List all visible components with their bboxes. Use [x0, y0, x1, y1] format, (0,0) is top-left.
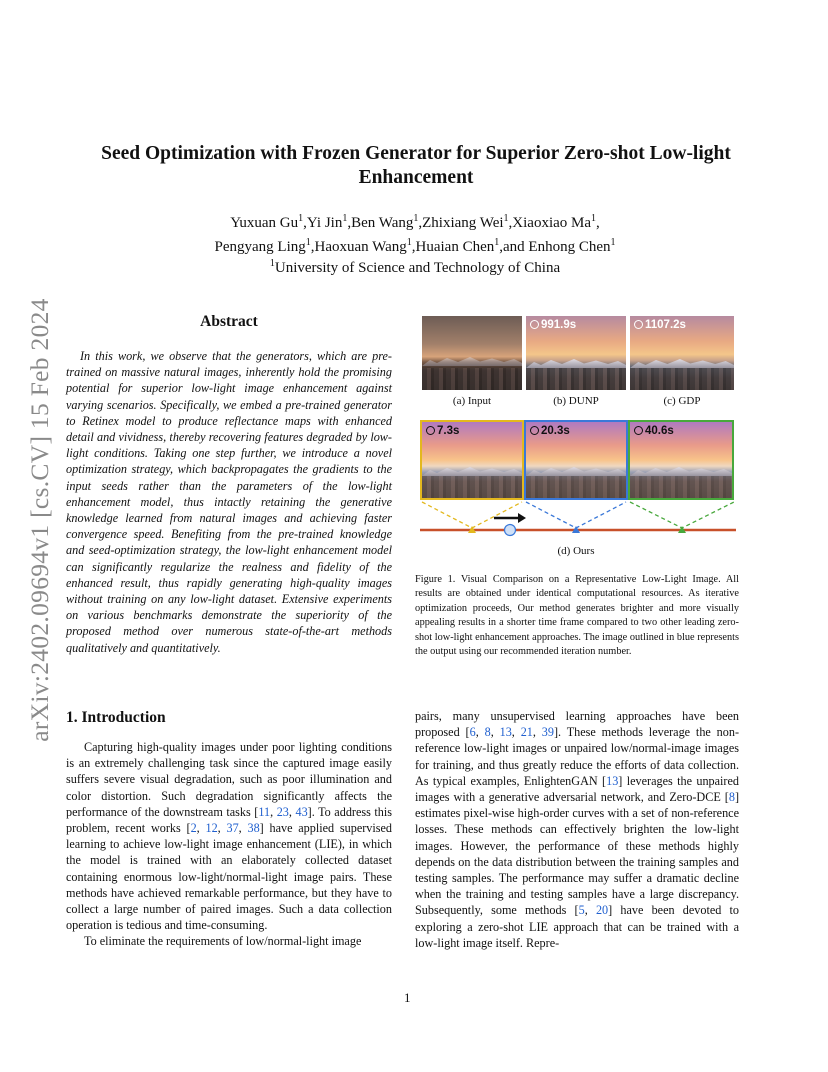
- author-name: Huaian Chen: [415, 239, 495, 255]
- affiliation-marker: 1: [610, 237, 616, 248]
- citation-link[interactable]: 38: [247, 821, 260, 836]
- time-badge-ours-2: 20.3s: [530, 425, 570, 437]
- citation-link[interactable]: 20: [595, 903, 609, 918]
- figure-caption: Figure 1. Visual Comparison on a Representative Low-Light Image. All results are obtained under identical computational resources. As iterative optimization proceeds, Our method generates brighter and more visually appealing results in a shorter time frame compared to two other leading zero-shot low-light enhancement approaches. The image outlined in blue represents the output using our recommended iteration number.: [415, 574, 739, 658]
- affiliation-marker: 1: [269, 258, 275, 269]
- figure-image-input: [422, 316, 522, 390]
- citation-link[interactable]: 21: [520, 725, 533, 740]
- abstract-body: In this work, we observe that the generators, which are pre-trained on massive natural images, inherently hold the promising potential for superior low-light image enhancement against varying scenarios. Specifically, we embed a pre-trained generator to Retinex model to produce reflectance maps with enhanced detail and vividness, thereby recovering features degraded by low-light conditions. Taking one step further, we introduce a novel optimization strategy, which backpropagates the gradients to the input seeds rather than the parameters of the low-light enhancement model, thus intactly retaining the generative knowledge learned from natural images and achieving faster convergence speed. Benefiting from the pre-trained knowledge and seed-optimization strategy, the low-light enhancement model can significantly regularize the realness and fidelity of the enhanced result, thus rapidly generating high-quality images without training on any low-light dataset. Extensive experiments on various benchmarks demonstrate the superiority of the proposed method over numerous state-of-the-art methods qualitatively and quantitatively.: [66, 349, 392, 655]
- clock-icon: [634, 426, 643, 435]
- author-name: Ben Wang: [351, 215, 414, 231]
- subfigure-label-gdp: (c) GDP: [663, 395, 701, 407]
- ours-frame-yellow: [420, 420, 524, 500]
- clock-icon: [530, 426, 539, 435]
- citation-link[interactable]: 43: [295, 804, 308, 819]
- affiliation-text: University of Science and Technology of China: [274, 260, 561, 276]
- author-name: Zhixiang Wei: [422, 215, 504, 231]
- affiliation-marker: 1: [503, 213, 509, 224]
- author-name: Xiaoxiao Ma: [512, 215, 592, 231]
- optimization-timeline: [420, 500, 736, 540]
- author-name: and Enhong Chen: [503, 239, 611, 255]
- affiliation-marker: 1: [298, 213, 304, 224]
- citation-link[interactable]: 5: [578, 903, 585, 918]
- author-name: Haoxuan Wang: [314, 239, 407, 255]
- time-badge-dunp: 991.9s: [530, 319, 576, 331]
- author-name: Yi Jin: [306, 215, 343, 231]
- intro-paragraph-2: To eliminate the requirements of low/normal-light image: [84, 934, 362, 949]
- time-badge-gdp: 1107.2s: [634, 319, 686, 331]
- subfigure-label-input: (a) Input: [452, 395, 492, 407]
- citation-link[interactable]: 13: [499, 725, 512, 740]
- author-line-1: Yuxuan Gu$^1$,Yi Jin$^1$,Ben Wang$^1$,Zhixiang Wei$^1$,Xiaoxiao Ma$^1$,: [230, 213, 600, 231]
- section-heading-introduction: 1. Introduction: [66, 709, 166, 726]
- affiliation-marker: 1: [591, 213, 597, 224]
- paper-title: Seed Optimization with Frozen Generator for Superior Zero-shot Low-light Enhancement: [101, 143, 731, 188]
- author-line-2: Pengyang Ling$^1$,Haoxuan Wang$^1$,Huaian Chen$^1$,and Enhong Chen$^1$: [214, 237, 616, 255]
- citation-link[interactable]: 11: [258, 804, 271, 819]
- affiliation-marker: 1: [406, 237, 412, 248]
- time-badge-ours-3: 40.6s: [634, 425, 674, 437]
- time-badge-ours-1: 7.3s: [426, 425, 459, 437]
- citation-link[interactable]: 12: [205, 821, 218, 836]
- citation-link[interactable]: 39: [541, 725, 554, 740]
- citation-link[interactable]: 2: [190, 821, 197, 836]
- intro-paragraph-continued: pairs, many unsupervised learning approaches have been proposed [6, 8, 13, 21, 39]. These methods leverage the non-reference low-light images or unpaired low/normal-image images for training, and thus greatly reduce the efforts of data collection. As typical examples, EnlightenGAN [13] leverages the unpaired images with a generative adversarial network, and Zero-DCE [8] estimates pixel-wise high-order curves with a set of non-reference losses. These methods can effectively brighten the low-light images. However, the performance of these methods highly depends on the data distribution between the training samples and testing samples. The performance may suffer a dramatic decline when the training and testing samples have a large discrepancy. Subsequently, some methods [5, 20] have been devoted to exploring a zero-shot LIE approach that can be trained with a low-light image itself. Repre-: [415, 709, 740, 950]
- affiliation-marker: 1: [305, 237, 311, 248]
- figure-image-dunp: [526, 316, 626, 390]
- intro-right-column: [415, 708, 739, 951]
- abstract-heading: Abstract: [200, 313, 258, 330]
- ours-frame-green: [628, 420, 734, 500]
- citation-link[interactable]: 6: [469, 725, 476, 740]
- intro-paragraph-1: Capturing high-quality images under poor lighting conditions is an extremely challenging task since the captured image easily suffers severe visual degradation, such as poor illumination and color distortion. Such degradation significantly affects the performance of the downstream tasks [11, 23, 43]. To address this problem, recent works [2, 12, 37, 38] have applied supervised learning to achieve low-light image enhancement (LIE), in which the model is trained with an elaborately collected dataset containing enormous low-light/normal-light image pairs. These methods have achieved remarkable performance, but they have to collect a large number of paired images. Such a data collection operation is tedious and time-consuming.: [66, 740, 393, 933]
- clock-icon: [530, 320, 539, 329]
- figure-1: [420, 316, 736, 566]
- citation-link[interactable]: 37: [226, 821, 239, 836]
- affiliation: [100, 258, 730, 278]
- clock-icon: [634, 320, 643, 329]
- citation-link[interactable]: 23: [276, 804, 289, 819]
- subfigure-label-ours: (d) Ours: [557, 545, 595, 557]
- author-name: Pengyang Ling: [214, 239, 306, 255]
- citation-link[interactable]: 8: [728, 790, 735, 805]
- page-number: 1: [404, 990, 411, 1005]
- citation-link[interactable]: 8: [484, 725, 491, 740]
- clock-icon: [426, 426, 435, 435]
- arxiv-identifier: arXiv:2402.09694v1 [cs.CV] 15 Feb 2024: [25, 298, 54, 742]
- affiliation-marker: 1: [413, 213, 419, 224]
- subfigure-label-dunp: (b) DUNP: [553, 395, 599, 407]
- affiliation-marker: 1: [494, 237, 500, 248]
- intro-left-column: [66, 739, 392, 950]
- ours-frame-blue: [524, 420, 628, 500]
- affiliation-marker: 1: [342, 213, 348, 224]
- author-name: Yuxuan Gu: [230, 215, 299, 231]
- citation-link[interactable]: 13: [606, 773, 619, 788]
- figure-image-gdp: [630, 316, 734, 390]
